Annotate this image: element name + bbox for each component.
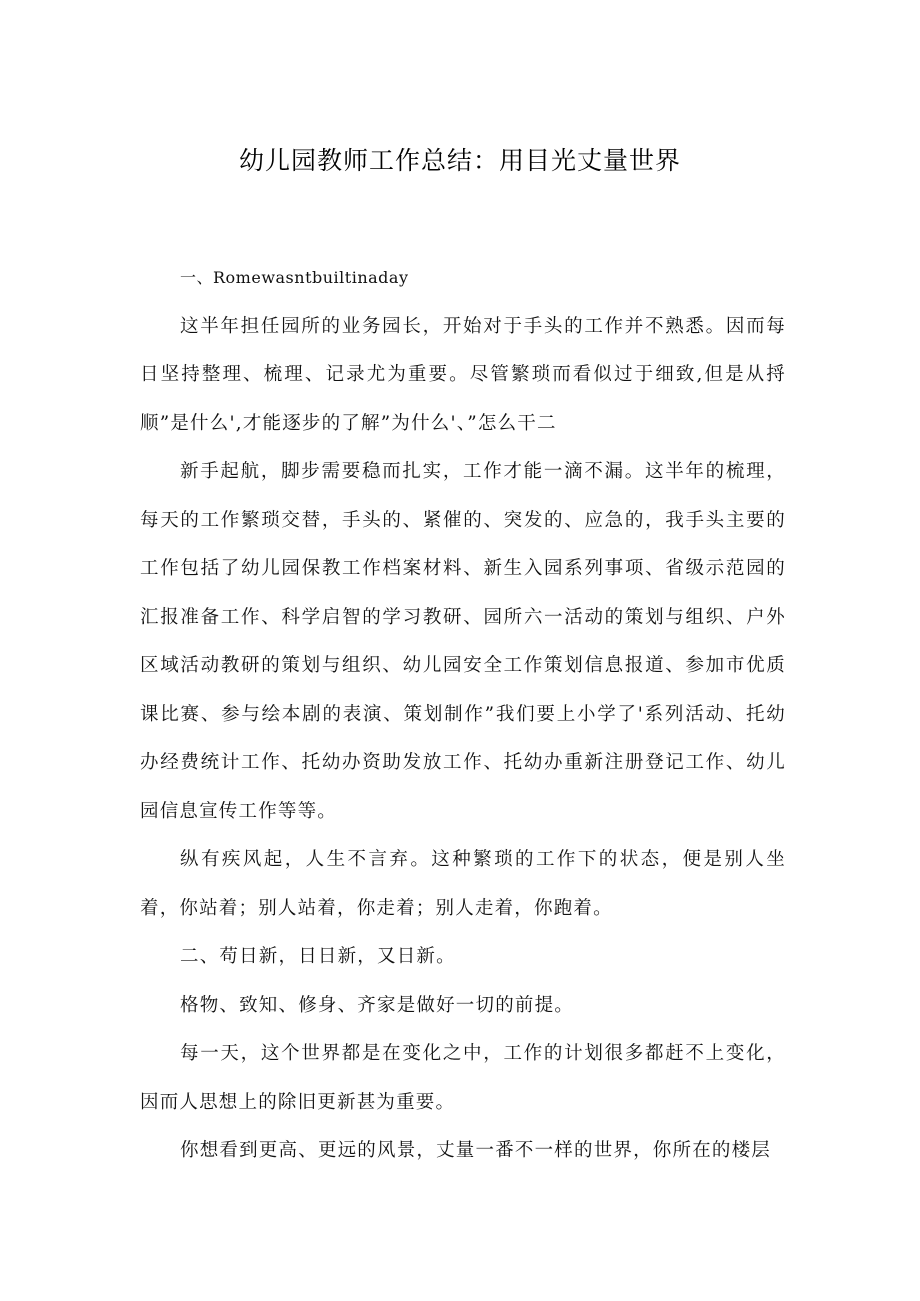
paragraph: 新手起航，脚步需要稳而扎实，工作才能一滴不漏。这半年的梳理，每天的工作繁琐交替，手头的、紧催的、突发的、应急的，我手头主要的工作包括了幼儿园保教工作档案材料、新生入园系列事项、省级示范园的汇报准备工作、科学启智的学习教研、园所六一活动的策划与组织、户外区域活动教研的策划与组织、幼儿园安全工作策划信息报道、参加市优质课比赛、参与绘本剧的表演、策划制作”我们要上小学了'系列活动、托幼办经费统计工作、托幼办资助发放工作、托幼办重新注册登记工作、幼儿园信息宣传工作等等。 bbox=[140, 461, 786, 822]
paragraph: 纵有疾风起，人生不言弃。这种繁琐的工作下的状态，便是别人坐着，你站着；别人站着，你走着；别人走着，你跑着。 bbox=[140, 849, 786, 919]
paragraph: 格物、致知、修身、齐家是做好一切的前提。 bbox=[180, 994, 575, 1016]
section-heading-2: 二、苟日新，日日新，又日新。 bbox=[180, 946, 456, 967]
document-body bbox=[140, 254, 786, 1176]
section-heading-1: 一、Romewasntbuiltinaday bbox=[180, 268, 409, 287]
paragraph: 每一天，这个世界都是在变化之中，工作的计划很多都赶不上变化，因而人思想上的除旧更新甚为重要。 bbox=[140, 1043, 786, 1113]
paragraph: 这半年担任园所的业务园长，开始对于手头的工作并不熟悉。因而每日坚持整理、梳理、记录尤为重要。尽管繁琐而看似过于细致,但是从捋顺”是什么',才能逐步的了解”为什么'、”怎么干二 bbox=[140, 315, 786, 434]
paragraph: 你想看到更高、更远的风景，丈量一番不一样的世界，你所在的楼层 bbox=[180, 1140, 772, 1161]
document-title: 幼儿园教师工作总结：用目光丈量世界 bbox=[238, 146, 681, 175]
